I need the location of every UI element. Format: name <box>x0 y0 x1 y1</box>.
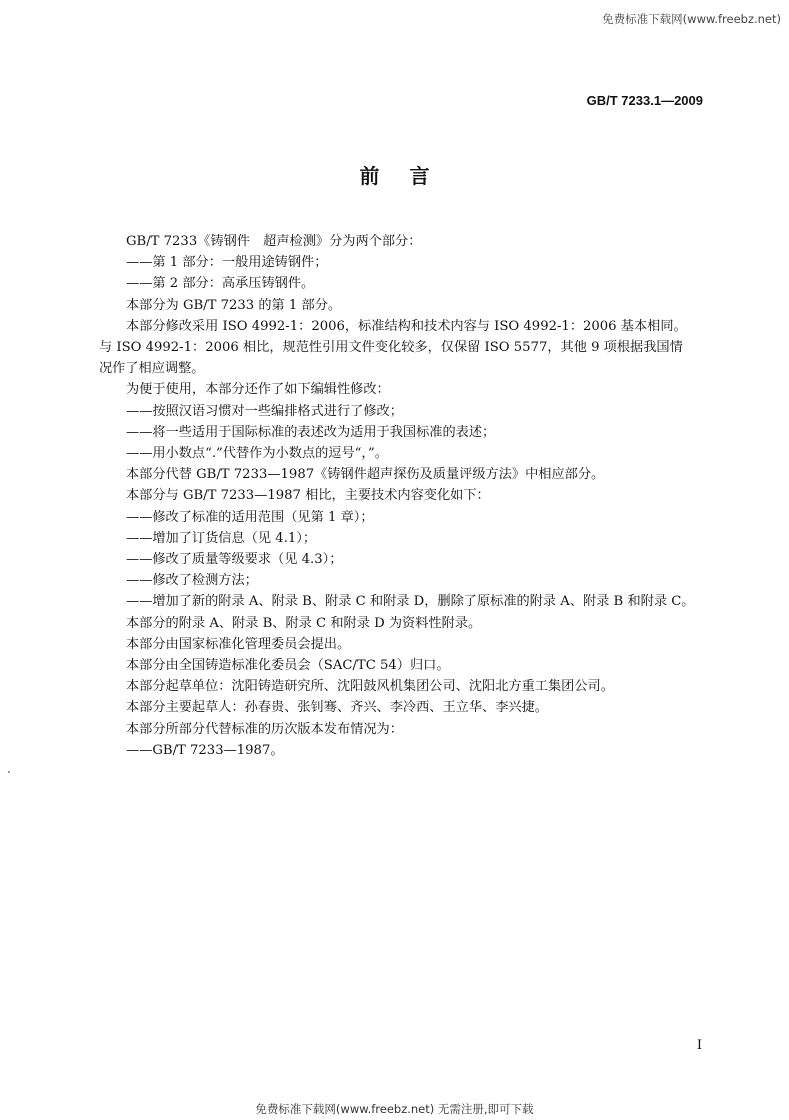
scan-speck <box>8 771 10 773</box>
paragraph: 本部分由国家标准化管理委员会提出。 <box>126 636 351 652</box>
list-item: ——修改了标准的适用范围（见第 1 章）； <box>126 509 374 525</box>
footer-watermark: 免费标准下载网(www.freebz.net) 无需注册,即可下载 <box>255 1102 534 1116</box>
paragraph: GB/T 7233《铸钢件 超声检测》分为两个部分： <box>126 234 422 249</box>
paragraph: 本部分与 GB/T 7233—1987 相比，主要技术内容变化如下： <box>126 488 490 504</box>
paragraph: 为便于使用，本部分还作了如下编辑性修改： <box>126 382 390 398</box>
list-item: ——GB/T 7233—1987。 <box>126 742 284 758</box>
list-item: ——修改了质量等级要求（见 4.3）； <box>126 552 343 568</box>
list-item: ——修改了检测方法； <box>126 573 258 589</box>
foreword-body <box>99 231 695 761</box>
paragraph: 本部分起草单位：沈阳铸造研究所、沈阳鼓风机集团公司、沈阳北方重工集团公司。 <box>126 679 614 695</box>
list-item: ——将一些适用于国际标准的表述改为适用于我国标准的表述； <box>126 424 496 440</box>
list-item: ——用小数点“.”代替作为小数点的逗号“，”。 <box>126 446 388 462</box>
paragraph: 本部分为 GB/T 7233 的第 1 部分。 <box>126 297 342 313</box>
page-title: 前言 <box>359 164 460 188</box>
list-item: ——第 1 部分：一般用途铸钢件； <box>126 255 328 271</box>
header-watermark: 免费标准下载网(www.freebz.net) <box>602 12 781 26</box>
list-item: ——增加了订货信息（见 4.1）； <box>126 530 317 546</box>
paragraph: 本部分由全国铸造标准化委员会（SAC/TC 54）归口。 <box>126 658 450 674</box>
paragraph: 本部分修改采用 ISO 4992-1：2006，标准结构和技术内容与 ISO 4992-1：2006 基本相同。与 ISO 4992-1：2006 相比，规范性引用文件变化较多，仅保留 ISO 5577，其他 9 项根据我国情况作了相应调整。 <box>99 318 687 377</box>
page-number: I <box>696 1038 702 1053</box>
paragraph: 本部分主要起草人：孙春贵、张钊骞、齐兴、李冷西、王立华、李兴捷。 <box>126 700 548 716</box>
standard-number: GB/T 7233.1—2009 <box>586 93 703 108</box>
paragraph: 本部分所部分代替标准的历次版本发布情况为： <box>126 721 403 737</box>
list-item: ——第 2 部分：高承压铸钢件。 <box>126 276 315 292</box>
paragraph: 本部分的附录 A、附录 B、附录 C 和附录 D 为资料性附录。 <box>126 615 482 631</box>
list-item: ——按照汉语习惯对一些编排格式进行了修改； <box>126 403 403 419</box>
paragraph: 本部分代替 GB/T 7233—1987《铸钢件超声探伤及质量评级方法》中相应部分。 <box>126 467 605 483</box>
list-item: ——增加了新的附录 A、附录 B、附录 C 和附录 D，删除了原标准的附录 A、附录 B 和附录 C。 <box>126 594 695 610</box>
